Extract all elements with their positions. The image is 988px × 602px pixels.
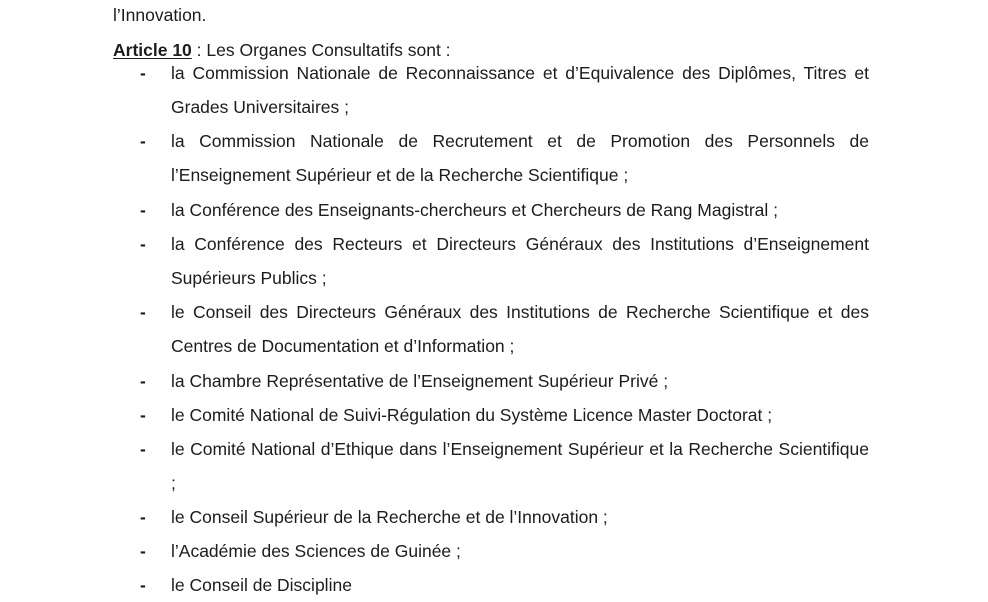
list-bullet: -	[140, 507, 146, 527]
previous-paragraph-ending: l’Innovation.	[113, 5, 207, 25]
list-item-text: le Conseil de Discipline	[171, 575, 352, 595]
article-label: Article 10	[113, 40, 192, 60]
list-item-text: le Conseil Supérieur de la Recherche et de l’Innovation ;	[171, 507, 608, 527]
list-bullet: -	[140, 439, 146, 459]
list-bullet: -	[140, 234, 146, 254]
list-bullet: -	[140, 575, 146, 595]
list-bullet: -	[140, 131, 146, 151]
list-item-text: la Chambre Représentative de l’Enseignement Supérieur Privé ;	[171, 371, 669, 391]
list-bullet: -	[140, 541, 146, 561]
list-item-text: le Comité National d’Ethique dans l’Enseignement Supérieur et la Recherche Scientifique ;	[171, 439, 869, 493]
list-item-text: la Conférence des Enseignants-chercheurs et Chercheurs de Rang Magistral ;	[171, 200, 778, 220]
list-item-text: la Commission Nationale de Reconnaissance et d’Equivalence des Diplômes, Titres et Grades Universitaires ;	[171, 63, 869, 117]
list-bullet: -	[140, 63, 146, 83]
list-item-text: l’Académie des Sciences de Guinée ;	[171, 541, 461, 561]
list-item-text: le Conseil des Directeurs Généraux des Institutions de Recherche Scientifique et des Centres de Documentation et d’Information ;	[171, 302, 869, 356]
list-item-text: la Commission Nationale de Recrutement et de Promotion des Personnels de l’Enseignement Supérieur et de la Recherche Scientifique ;	[171, 131, 869, 185]
list-bullet: -	[140, 302, 146, 322]
list-item-text: le Comité National de Suivi-Régulation du Système Licence Master Doctorat ;	[171, 405, 773, 425]
list-item-text: la Conférence des Recteurs et Directeurs Généraux des Institutions d’Enseignement Supérieurs Publics ;	[171, 234, 869, 288]
article-intro: : Les Organes Consultatifs sont :	[191, 40, 451, 60]
list-bullet: -	[140, 200, 146, 220]
list-bullet: -	[140, 371, 146, 391]
list-bullet: -	[140, 405, 146, 425]
